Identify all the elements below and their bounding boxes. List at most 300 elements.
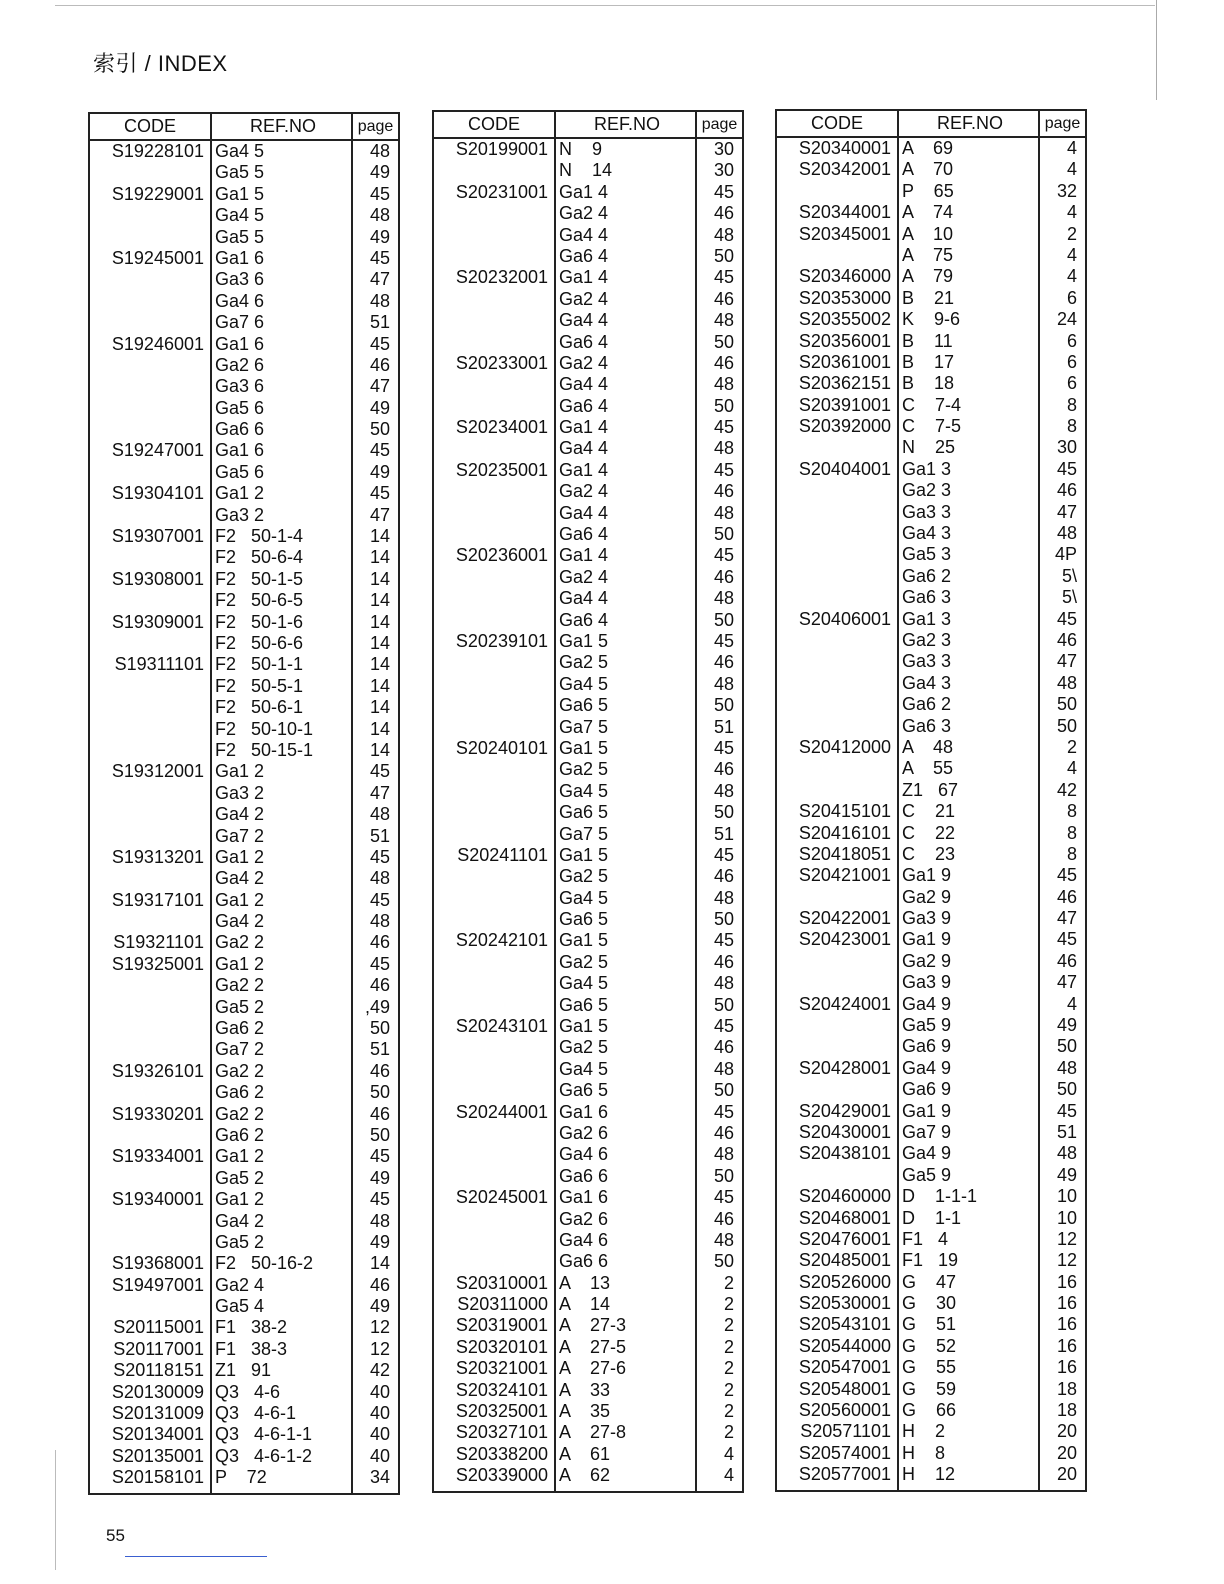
code-cell: S20232001 (455, 267, 548, 288)
page-cell: 47 (369, 269, 390, 290)
header-ref-no: REF.NO (556, 112, 697, 137)
ref-no-cell: Ga6 5 (559, 802, 609, 823)
page-cell: 48 (713, 310, 734, 331)
code-cell: S20324101 (455, 1379, 548, 1400)
table-row (434, 545, 742, 566)
code-cell (434, 652, 556, 673)
page-cell: 14 (369, 526, 390, 547)
ref-no-cell: Ga4 9 (902, 993, 952, 1014)
code-cell: S20321001 (455, 1358, 548, 1379)
table-row (90, 1168, 398, 1189)
code-cell (777, 716, 899, 737)
page-cell: 16 (1056, 1314, 1077, 1335)
code-cell (434, 1144, 556, 1165)
code-cell (90, 1232, 212, 1253)
index-table-1 (88, 112, 400, 1495)
code-cell: S19307001 (111, 526, 204, 547)
table-row (90, 1061, 398, 1082)
table-row (90, 1018, 398, 1039)
code-cell (777, 544, 899, 565)
ref-no-cell: Ga5 6 (215, 461, 265, 482)
table-row (777, 1272, 1085, 1293)
code-cell: S19247001 (111, 440, 204, 461)
page-cell: 8 (1066, 822, 1077, 843)
table-row (777, 994, 1085, 1015)
table-row (777, 1379, 1085, 1400)
code-cell (90, 868, 212, 889)
ref-no-cell: Ga2 5 (559, 1037, 609, 1058)
ref-no-cell: K 9-6 (902, 309, 961, 330)
page-cell: 48 (713, 780, 734, 801)
ref-no-cell: Ga2 4 (559, 203, 609, 224)
table-row (90, 1275, 398, 1296)
code-cell (90, 547, 212, 568)
page-cell: 40 (369, 1424, 390, 1445)
code-cell: S19245001 (111, 247, 204, 268)
page-cell: 2 (1066, 223, 1077, 244)
ref-no-cell: G 59 (902, 1378, 957, 1399)
page-cell: 48 (369, 1210, 390, 1231)
table-row (777, 758, 1085, 779)
ref-no-cell: Ga2 4 (559, 566, 609, 587)
code-cell (90, 1018, 212, 1039)
page-title: 索引 / INDEX (93, 51, 228, 76)
page-cell: 10 (1056, 1207, 1077, 1228)
page-cell: 50 (369, 1124, 390, 1145)
table-row (777, 1293, 1085, 1314)
code-cell: S20526000 (798, 1271, 891, 1292)
page-cell: 4 (1066, 758, 1077, 779)
table-row (434, 610, 742, 631)
ref-no-cell: Ga2 3 (902, 480, 952, 501)
code-cell (434, 888, 556, 909)
page-cell: 50 (713, 1165, 734, 1186)
ref-no-cell: Ga4 5 (215, 141, 265, 161)
page-cell: 46 (713, 203, 734, 224)
table-row (777, 1443, 1085, 1464)
ref-no-cell: Ga7 2 (215, 825, 265, 846)
ref-no-cell: Ga5 9 (902, 1015, 952, 1036)
code-cell (434, 438, 556, 459)
ref-no-cell: A 69 (902, 138, 954, 158)
page-cell: 50 (1056, 694, 1077, 715)
page-cell: 30 (713, 160, 734, 181)
ref-no-cell: G 52 (902, 1335, 957, 1356)
ref-no-cell: Ga5 2 (215, 1231, 265, 1252)
table-row (90, 355, 398, 376)
ref-no-cell: A 61 (559, 1443, 611, 1464)
ref-no-cell: Ga4 4 (559, 438, 609, 459)
ref-no-cell: Ga6 9 (902, 1079, 952, 1100)
table-row (434, 310, 742, 331)
table-row (90, 248, 398, 269)
table-row (434, 353, 742, 374)
page-cell: 45 (369, 1146, 390, 1167)
page-cell: 45 (369, 483, 390, 504)
table-row (434, 1187, 742, 1208)
ref-no-cell: Ga2 2 (215, 1060, 265, 1081)
ref-no-cell: D 1-1 (902, 1207, 962, 1228)
ref-no-cell: C 22 (902, 822, 956, 843)
page-cell: 45 (1056, 608, 1077, 629)
table-row (777, 309, 1085, 330)
code-cell (90, 783, 212, 804)
page-cell: 48 (713, 224, 734, 245)
table-row (90, 1403, 398, 1424)
page-cell: 4 (723, 1443, 734, 1464)
code-cell: S20134001 (111, 1424, 204, 1445)
ref-no-cell: Ga2 4 (559, 481, 609, 502)
page-cell: 47 (1056, 501, 1077, 522)
page-cell: 49 (369, 1231, 390, 1252)
table-row (434, 631, 742, 652)
ref-no-cell: Ga6 2 (902, 565, 952, 586)
page-cell: 45 (1056, 929, 1077, 950)
code-cell: S20339000 (455, 1465, 548, 1486)
ref-no-cell: Ga4 6 (559, 1229, 609, 1250)
code-cell: S20115001 (113, 1317, 204, 1338)
ref-no-cell: Ga7 5 (559, 823, 609, 844)
page-cell: 14 (369, 611, 390, 632)
code-cell: S20361001 (798, 351, 891, 372)
table-row (90, 590, 398, 611)
ref-no-cell: Ga2 9 (902, 886, 952, 907)
page-cell: 4 (1066, 993, 1077, 1014)
ref-no-cell: Ga1 2 (215, 953, 265, 974)
page-cell: 48 (713, 1144, 734, 1165)
ref-no-cell: Ga4 5 (559, 973, 609, 994)
code-cell: S20199001 (455, 139, 548, 159)
page-cell: 46 (713, 566, 734, 587)
code-cell (777, 1079, 899, 1100)
table-row (434, 588, 742, 609)
table-row (434, 695, 742, 716)
page-cell: 45 (713, 1016, 734, 1037)
ref-no-cell: A 62 (559, 1465, 611, 1486)
header-ref-no: REF.NO (899, 111, 1040, 136)
table-row (434, 674, 742, 695)
ref-no-cell: Ga3 2 (215, 782, 265, 803)
table-row (777, 694, 1085, 715)
table-row (90, 804, 398, 825)
page-cell: 50 (369, 419, 390, 440)
code-cell: S20345001 (798, 223, 891, 244)
code-cell: S20404001 (798, 458, 891, 479)
code-cell: S20485001 (798, 1250, 891, 1271)
ref-no-cell: Ga3 3 (902, 651, 952, 672)
ref-no-cell: Ga6 2 (215, 1082, 265, 1103)
table-row (777, 352, 1085, 373)
table-row (434, 1230, 742, 1251)
table-row (777, 544, 1085, 565)
ref-no-cell: P 72 (215, 1467, 267, 1488)
code-cell (434, 1123, 556, 1144)
code-cell: S20476001 (798, 1228, 891, 1249)
table-row (90, 334, 398, 355)
table-row (777, 1143, 1085, 1164)
page-cell: 45 (369, 846, 390, 867)
page-cell: 2 (1066, 736, 1077, 757)
ref-no-cell: Ga4 6 (559, 1144, 609, 1165)
table-row (434, 909, 742, 930)
page-cell: 47 (369, 504, 390, 525)
table-row (90, 954, 398, 975)
ref-no-cell: Ga6 6 (559, 1251, 609, 1272)
table-row (777, 844, 1085, 865)
table-row (777, 630, 1085, 651)
code-cell: S20416101 (798, 822, 891, 843)
code-cell: S19308001 (111, 568, 204, 589)
table-row (90, 376, 398, 397)
ref-no-cell: Ga1 9 (902, 865, 952, 886)
table-header (777, 111, 1085, 138)
code-cell: S20135001 (111, 1445, 204, 1466)
table-row (434, 759, 742, 780)
table-row (90, 291, 398, 312)
ref-no-cell: Ga1 5 (559, 930, 609, 951)
ref-no-cell: Ga1 5 (559, 844, 609, 865)
page-cell: 2 (723, 1379, 734, 1400)
ref-no-cell: A 27-3 (559, 1315, 627, 1336)
page-cell: 47 (1056, 972, 1077, 993)
ref-no-cell: Ga6 4 (559, 331, 609, 352)
table-row (434, 460, 742, 481)
page-cell: 45 (369, 183, 390, 204)
page-cell: 14 (369, 568, 390, 589)
table-row (434, 374, 742, 395)
code-cell (434, 225, 556, 246)
code-cell (777, 1015, 899, 1036)
ref-no-cell: B 17 (902, 351, 955, 372)
code-cell (777, 523, 899, 544)
page-cell: 45 (713, 459, 734, 480)
table-row (777, 1208, 1085, 1229)
code-cell: S20438101 (798, 1143, 891, 1164)
table-row (90, 440, 398, 461)
code-cell: S20460000 (798, 1186, 891, 1207)
page-cell: 2 (723, 1358, 734, 1379)
page-cell: 48 (369, 868, 390, 889)
code-cell (777, 181, 899, 202)
table-row (777, 437, 1085, 458)
page-cell: 2 (723, 1315, 734, 1336)
code-cell (434, 1080, 556, 1101)
ref-no-cell: Ga6 3 (902, 587, 952, 608)
footer-rule (125, 1556, 267, 1557)
table-row (90, 1360, 398, 1381)
ref-no-cell: C 23 (902, 843, 956, 864)
page-cell: 2 (723, 1401, 734, 1422)
code-cell: S20233001 (455, 352, 548, 373)
table-row (434, 1037, 742, 1058)
page-cell: 16 (1056, 1335, 1077, 1356)
ref-no-cell: A 55 (902, 758, 954, 779)
ref-no-cell: Ga1 6 (215, 333, 265, 354)
ref-no-cell: H 2 (902, 1421, 946, 1442)
table-row (434, 203, 742, 224)
ref-no-cell: Ga4 2 (215, 1210, 265, 1231)
ref-no-cell: Ga1 3 (902, 608, 952, 629)
table-row (90, 1317, 398, 1338)
table-row (777, 1357, 1085, 1378)
table-row (90, 547, 398, 568)
ref-no-cell: Ga2 9 (902, 950, 952, 971)
table-row (777, 416, 1085, 437)
ref-no-cell: Ga3 2 (215, 504, 265, 525)
table-row (434, 1273, 742, 1294)
ref-no-cell: Ga6 3 (902, 715, 952, 736)
ref-no-cell: Ga1 3 (902, 458, 952, 479)
code-cell (434, 1230, 556, 1251)
table-row (434, 160, 742, 181)
code-cell: S20391001 (798, 394, 891, 415)
code-cell: S20235001 (455, 459, 548, 480)
ref-no-cell: G 47 (902, 1271, 957, 1292)
table-row (434, 289, 742, 310)
ref-no-cell: H 8 (902, 1442, 946, 1463)
ref-no-cell: Ga6 2 (215, 1124, 265, 1145)
page-cell: 45 (713, 844, 734, 865)
table-row (434, 1251, 742, 1272)
ref-no-cell: Ga5 4 (215, 1296, 265, 1317)
page-cell: 46 (1056, 950, 1077, 971)
code-cell: S20428001 (798, 1057, 891, 1078)
code-cell (90, 697, 212, 718)
table-row (777, 1314, 1085, 1335)
table-row (777, 566, 1085, 587)
table-row (90, 633, 398, 654)
page-cell: 51 (369, 825, 390, 846)
table-row (434, 1016, 742, 1037)
code-cell (90, 719, 212, 740)
code-cell (434, 952, 556, 973)
table-row (777, 908, 1085, 929)
ref-no-cell: N 25 (902, 437, 956, 458)
code-cell: S20327101 (455, 1422, 548, 1443)
table-row (434, 738, 742, 759)
code-cell (777, 758, 899, 779)
code-cell: S20158101 (111, 1467, 204, 1488)
code-cell (434, 1037, 556, 1058)
page-cell: 42 (369, 1360, 390, 1381)
code-cell (90, 269, 212, 290)
ref-no-cell: Ga6 5 (559, 909, 609, 930)
ref-no-cell: Q3 4-6-1-2 (215, 1445, 313, 1466)
table-row (777, 159, 1085, 180)
header-code: CODE (777, 111, 899, 136)
table-row (90, 1424, 398, 1445)
page-cell: 50 (713, 994, 734, 1015)
page-cell: 47 (1056, 908, 1077, 929)
ref-no-cell: Ga6 5 (559, 994, 609, 1015)
page-cell: 46 (713, 1122, 734, 1143)
code-cell (777, 780, 899, 801)
code-cell: S19325001 (111, 953, 204, 974)
table-row (434, 1209, 742, 1230)
page-cell: 45 (713, 181, 734, 202)
table-row (90, 398, 398, 419)
table-row (777, 716, 1085, 737)
table-row (90, 612, 398, 633)
code-cell: S20415101 (798, 801, 891, 822)
code-cell (434, 289, 556, 310)
ref-no-cell: Ga4 2 (215, 911, 265, 932)
code-cell (777, 502, 899, 523)
code-cell: S20430001 (798, 1121, 891, 1142)
code-cell: S20319001 (455, 1315, 548, 1336)
page-cell: 50 (1056, 1036, 1077, 1057)
code-cell: S20340001 (798, 138, 891, 158)
ref-no-cell: Ga4 5 (559, 673, 609, 694)
ref-no-cell: Ga2 6 (559, 1208, 609, 1229)
page-cell: 48 (713, 1229, 734, 1250)
page-cell: 45 (369, 889, 390, 910)
table-row (777, 929, 1085, 950)
table-row (90, 1189, 398, 1210)
page-cell: 14 (369, 675, 390, 696)
ref-no-cell: F1 19 (902, 1250, 959, 1271)
code-cell: S20392000 (798, 416, 891, 437)
page-cell: 45 (1056, 458, 1077, 479)
table-row (90, 890, 398, 911)
code-cell: S19321101 (113, 932, 204, 953)
table-row (434, 1166, 742, 1187)
page-cell: 14 (369, 718, 390, 739)
table-row (777, 587, 1085, 608)
table-row (777, 1036, 1085, 1057)
ref-no-cell: N 14 (559, 160, 613, 181)
page-cell: 46 (1056, 480, 1077, 501)
ref-no-cell: Ga2 2 (215, 1103, 265, 1124)
page-cell: 51 (369, 312, 390, 333)
ref-no-cell: Ga1 9 (902, 929, 952, 950)
code-cell: S20548001 (798, 1378, 891, 1399)
table-row (434, 1380, 742, 1401)
ref-no-cell: Ga1 2 (215, 1146, 265, 1167)
code-cell (90, 633, 212, 654)
code-cell (434, 802, 556, 823)
code-cell: S20243101 (455, 1016, 548, 1037)
header-page: page (357, 118, 394, 135)
code-cell: S20244001 (455, 1101, 548, 1122)
ref-no-cell: Ga6 2 (902, 694, 952, 715)
ref-no-cell: A 74 (902, 202, 954, 223)
page-cell: 48 (369, 911, 390, 932)
table-row (434, 524, 742, 545)
table-row (434, 417, 742, 438)
ref-no-cell: A 75 (902, 244, 954, 265)
code-cell: S19326101 (111, 1060, 204, 1081)
table-body (90, 141, 398, 1493)
ref-no-cell: Ga2 5 (559, 652, 609, 673)
page-cell: 46 (369, 1274, 390, 1295)
table-row (434, 481, 742, 502)
page-cell: ,49 (364, 996, 390, 1017)
table-row (777, 673, 1085, 694)
page-cell: 16 (1056, 1293, 1077, 1314)
table-row (434, 888, 742, 909)
ref-no-cell: Q3 4-6-1-1 (215, 1424, 313, 1445)
top-rule (55, 5, 1155, 6)
code-cell (90, 740, 212, 761)
code-cell (434, 973, 556, 994)
page-cell: 16 (1056, 1357, 1077, 1378)
code-cell: S20234001 (455, 417, 548, 438)
ref-no-cell: G 51 (902, 1314, 957, 1335)
code-cell (90, 227, 212, 248)
code-cell (434, 374, 556, 395)
ref-no-cell: Q3 4-6 (215, 1381, 281, 1402)
